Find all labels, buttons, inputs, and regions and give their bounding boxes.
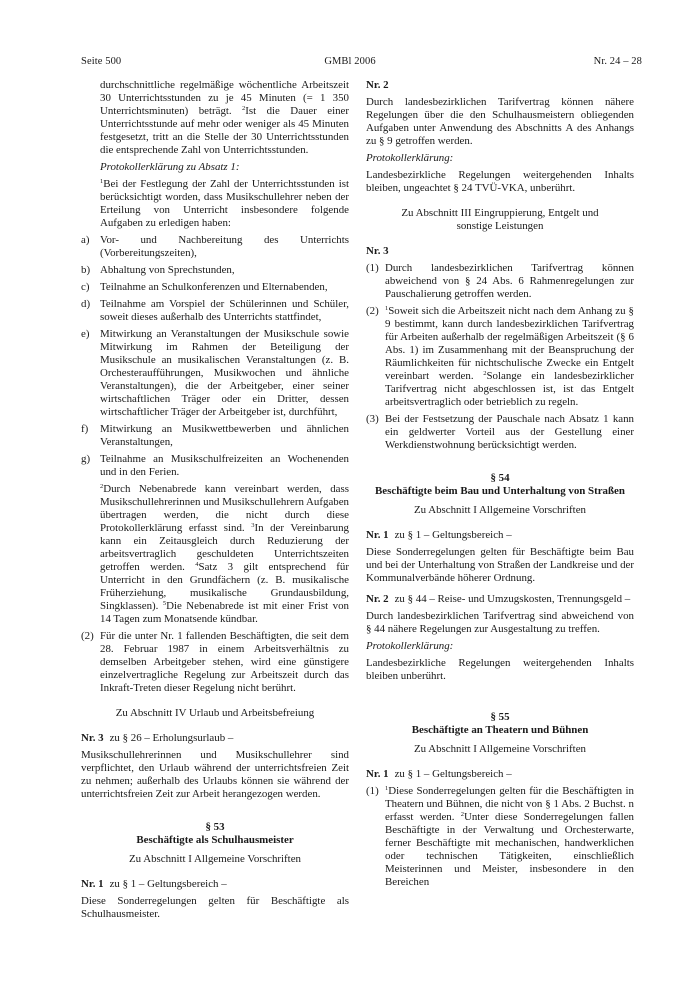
protocol-body-2: Landesbezirkliche Regelungen weitergehenden Inhalts bleiben unberührt. xyxy=(366,657,634,682)
nr3-body: Musikschullehrerinnen und Musikschullehrer sind verpflichtet, den Urlaub während der unterrichtsfreien Zeit zu nehmen; außerhalb des Urlaubs können sie während der unterrichtsfreien Zeit zur Arbeit herangezogen werden. xyxy=(81,749,349,800)
right-column xyxy=(366,79,634,893)
protocol-heading: Protokollerklärung: xyxy=(366,152,454,164)
section-53-title: Beschäftigte als Schulhausmeister xyxy=(136,834,294,846)
section-55-subtitle: Zu Abschnitt I Allgemeine Vorschriften xyxy=(413,743,586,755)
s54-nr1-heading: Nr. 1 zu § 1 – Geltungsbereich – xyxy=(366,529,512,541)
list-item: d) Teilnahme am Vorspiel der Schülerinnen und Schüler, soweit dieses außerhalb des Unterrichts stattfindet, xyxy=(81,298,349,323)
list-item: e) Mitwirkung an Veranstaltungen der Musikschule sowie Mitwirkung im Rahmen der Beteiligung der Musikschule an musikalischen Veranstaltungen (z. B. Orchesteraufführungen, Musikwochen und ähnliche Veranstaltungen), die der Arbeitgeber, einer seiner wirtschaftlichen Träger oder ein Dritter, dessen wirtschaftlicher Träger der Arbeitgeber ist, durchführt, xyxy=(81,328,349,418)
protocol-body: Landesbezirkliche Regelungen weitergehenden Inhalts bleiben, ungeachtet § 24 TVÜ-VKA, unberührt. xyxy=(366,169,634,194)
s53-nr1-heading: Nr. 1 zu § 1 – Geltungsbereich – xyxy=(81,878,227,890)
intro-paragraph: durchschnittliche regelmäßige wöchentliche Arbeitszeit 30 Unterrichtsstunden zu je 45 Minuten (= 1 350 Unterrichtsminuten) beträgt. $^2$Ist die Dauer einer Unterrichtsstunde auf mehr oder weniger als 45 Minuten festgesetzt, tritt an die Stelle der 30 Unterrichtsstunden die entsprechende Zahl von Unterrichtsstunden. xyxy=(100,79,350,156)
list-item: c) Teilnahme an Schulkonferenzen und Elternabenden, xyxy=(81,281,328,293)
s54-nr1-body: Diese Sonderregelungen gelten für Beschäftigte beim Bau und bei der Unterhaltung von Straßen der Landkreise und der Kommunalverbände höherer Ordnung. xyxy=(366,546,634,584)
list-item: g) Teilnahme an Musikschulfreizeiten an Wochenenden und in den Ferien. xyxy=(81,453,349,478)
paragraph-2: (2) $^1$Soweit sich die Arbeitszeit nicht nach dem Anhang zu § 9 bestimmt, kann durch landesbezirklichen Tarifvertrag für Arbeiten außerhalb der regelmäßigen Arbeitszeit (§ 6 Abs. 1) im Zusammenhang mit der Beanspruchung der Räumlichkeiten für nichtschulische Zwecke ein Entgelt vereinbart werden. $^2$Solange ein landesbezirklicher Tarifvertrag nicht abgeschlossen ist, ist das Entgelt arbeitsvertraglich oder betrieblich zu regeln. xyxy=(366,305,634,408)
issue-number: Nr. 24 – 28 xyxy=(593,56,642,67)
s53-nr1-body: Diese Sonderregelungen gelten für Beschäftigte als Schulhausmeister. xyxy=(81,895,349,920)
section-54-title: Beschäftigte beim Bau und Unterhaltung von Straßen xyxy=(375,485,625,497)
s54-nr2-heading: Nr. 2 zu § 44 – Reise- und Umzugskosten, Trennungsgeld – xyxy=(366,593,631,605)
section-53-subtitle: Zu Abschnitt I Allgemeine Vorschriften xyxy=(128,853,301,865)
left-column xyxy=(81,79,349,925)
section-55-number: § 55 xyxy=(490,711,510,723)
protocol-heading-2: Protokollerklärung: xyxy=(366,640,454,652)
list-item: f) Mitwirkung an Musikwettbewerben und ähnlichen Veranstaltungen, xyxy=(81,423,349,448)
nr2-body: Durch landesbezirklichen Tarifvertrag können nähere Regelungen über die den Schulhausmeistern obliegenden Aufgaben unter Anwendung des Abschnitts A des Anhangs zu § 9 getroffen werden. xyxy=(366,96,634,147)
section-54-number: § 54 xyxy=(490,472,510,484)
protocol-heading: Protokollerklärung zu Absatz 1: xyxy=(100,161,240,173)
paragraph-2: (2) Für die unter Nr. 1 fallenden Beschäftigten, die seit dem 28. Februar 1987 in einem Arbeitsverhältnis zu demselben Arbeitgeber stehen, wird eine günstigere einzelvertragliche Regelung zur Arbeitszeit durch das Inkraft-Treten dieser Regelung nicht berührt. xyxy=(81,630,349,694)
section-heading-iv: Zu Abschnitt IV Urlaub und Arbeitsbefreiung xyxy=(115,707,315,719)
paragraph-1: (1) Durch landesbezirklichen Tarifvertrag können abweichend von § 24 Abs. 6 Rahmenregelungen zur Pauschalierung getroffen werden. xyxy=(366,262,634,300)
s55-paragraph-1: (1) $^1$Diese Sonderregelungen gelten für die Beschäftigten in Theatern und Bühnen, die nicht von § 1 Abs. 2 Buchst. n erfasst werden. $^2$Unter diese Sonderregelungen fallen Beschäftigte in der Verwaltung und Orchesterwarte, ferner Beschäftigte mit mechanischen, handwerklichen oder technischen Tätigkeiten, einschließlich Meisterinnen und Meister, insbesondere in den Bereichen xyxy=(366,785,634,888)
journal-title: GMBl 2006 xyxy=(324,56,376,67)
section-55-title: Beschäftigte an Theatern und Bühnen xyxy=(411,724,589,736)
nr3-heading: Nr. 3 zu § 26 – Erholungsurlaub – xyxy=(81,732,234,744)
section-heading-iii: Zu Abschnitt III Eingruppierung, Entgelt und sonstige Leistungen xyxy=(401,207,599,232)
list-item: a) Vor- und Nachbereitung des Unterrichts (Vorbereitungszeiten), xyxy=(81,234,349,259)
s54-nr2-body: Durch landesbezirklichen Tarifvertrag sind abweichend von § 44 nähere Regelungen zur Ausgestaltung zu treffen. xyxy=(366,610,634,635)
section-54-subtitle: Zu Abschnitt I Allgemeine Vorschriften xyxy=(413,504,586,516)
list-item: b) Abhaltung von Sprechstunden, xyxy=(81,264,235,276)
paragraph-3: (3) Bei der Festsetzung der Pauschale nach Absatz 1 kann ein geldwerter Vorteil aus der Gestellung einer Werkdienstwohnung berücksichtigt werden. xyxy=(366,413,634,451)
s55-nr1-heading: Nr. 1 zu § 1 – Geltungsbereich – xyxy=(366,768,512,780)
section-53-number: § 53 xyxy=(205,821,225,833)
page-number: Seite 500 xyxy=(81,56,122,67)
nr3-heading: Nr. 3 xyxy=(366,245,389,257)
protocol-paragraph-2: $^2$Durch Nebenabrede kann vereinbart werden, dass Musikschullehrerinnen und Musikschullehrern Aufgaben übertragen werden, die nicht durch diese Protokollerklärung erfasst sind. $^3$In der Vereinbarung kann ein Zeitausgleich durch Reduzierung der arbeitsvertraglich geschuldeten Unterrichtszeiten getroffen werden. $^4$Satz 3 gilt entsprechend für Unterricht in den Grundfächern (z. B. musikalische Früherziehung, musikalische Grundausbildung, Singklassen). $^5$Die Nebenabrede ist mit einer Frist von 14 Tagen zum Monatsende kündbar. xyxy=(100,483,350,625)
protocol-paragraph: $^1$Bei der Festlegung der Zahl der Unterrichtsstunden ist berücksichtigt worden, dass Musikschullehrer neben der Erteilung von Unterricht insbesondere folgende Aufgaben zu erledigen haben: xyxy=(100,178,349,229)
nr2-heading: Nr. 2 xyxy=(366,79,389,91)
